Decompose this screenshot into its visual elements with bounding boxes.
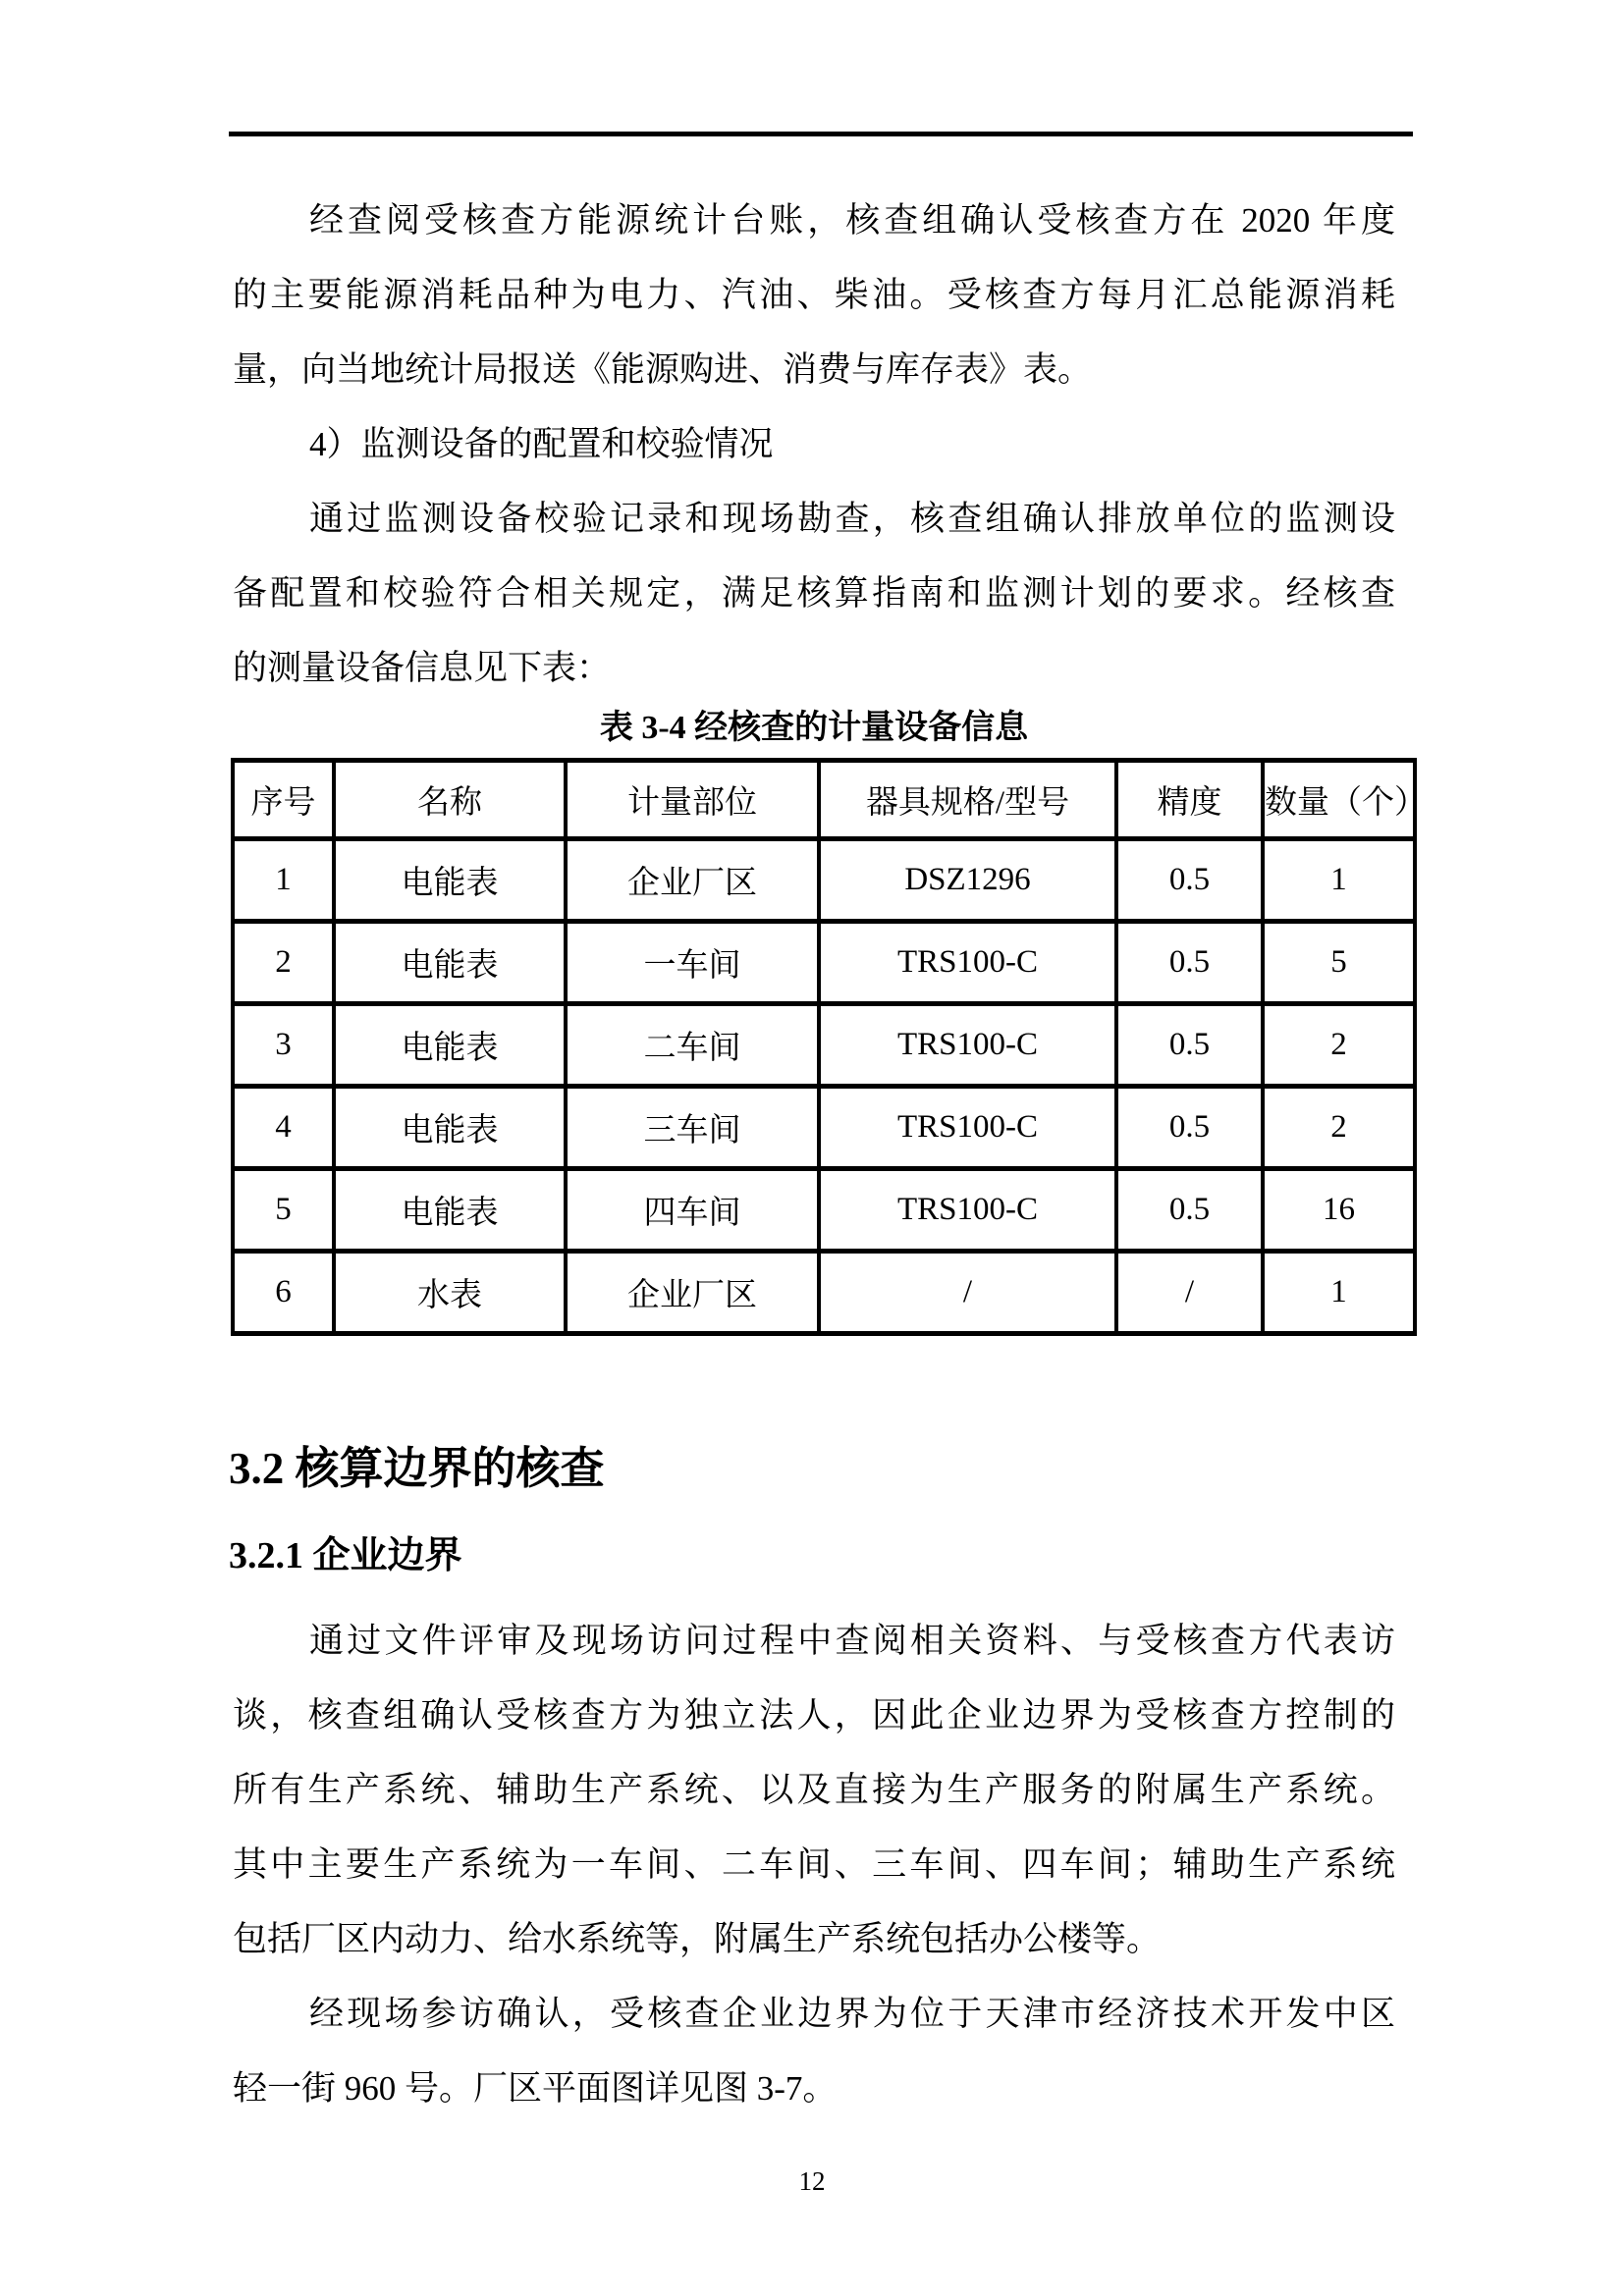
- table-row: [233, 922, 1415, 1004]
- table-cell: 1: [233, 839, 334, 922]
- table-cell: 1: [1263, 839, 1415, 922]
- table-cell: TRS100-C: [819, 1169, 1116, 1252]
- paragraph-line: 所有生产系统、辅助生产系统、以及直接为生产服务的附属生产系统。: [233, 1771, 1395, 1809]
- table-header-cell: 序号: [233, 761, 334, 839]
- table-cell: 电能表: [334, 1169, 566, 1252]
- paragraph-line: 量，向当地统计局报送《能源购进、消费与库存表》表。: [233, 350, 1093, 389]
- table-cell: 0.5: [1116, 922, 1263, 1004]
- table-cell: /: [1116, 1252, 1263, 1334]
- upper-text-block: [233, 184, 1395, 706]
- table-cell: 0.5: [1116, 1004, 1263, 1087]
- table-cell: 2: [1263, 1087, 1415, 1169]
- table-cell: 电能表: [334, 1087, 566, 1169]
- table-cell: 二车间: [566, 1004, 819, 1087]
- table-cell: 6: [233, 1252, 334, 1334]
- table-cell: 企业厂区: [566, 839, 819, 922]
- table-cell: 水表: [334, 1252, 566, 1334]
- table-header-cell: 名称: [334, 761, 566, 839]
- table-cell: 0.5: [1116, 1169, 1263, 1252]
- table-row: [233, 1252, 1415, 1334]
- table-cell: 2: [233, 922, 334, 1004]
- paragraph-line: 的测量设备信息见下表：: [233, 649, 612, 687]
- table-cell: 16: [1263, 1169, 1415, 1252]
- table-cell: 1: [1263, 1252, 1415, 1334]
- table-caption: 表 3-4 经核查的计量设备信息: [599, 710, 1029, 746]
- paragraph-line: 通过监测设备校验记录和现场勘查，核查组确认排放单位的监测设: [309, 500, 1395, 538]
- table-cell: 0.5: [1116, 1087, 1263, 1169]
- table-header-cell: 数量（个）: [1263, 761, 1415, 839]
- table-cell: 企业厂区: [566, 1252, 819, 1334]
- table-cell: 0.5: [1116, 839, 1263, 922]
- table-cell: 一车间: [566, 922, 819, 1004]
- table-cell: 三车间: [566, 1087, 819, 1169]
- paragraph-line: 经现场参访确认，受核查企业边界为位于天津市经济技术开发中区: [309, 1995, 1395, 2033]
- table-cell: 4: [233, 1087, 334, 1169]
- paragraph-line: 的主要能源消耗品种为电力、汽油、柴油。受核查方每月汇总能源消耗: [233, 276, 1395, 314]
- table-cell: 2: [1263, 1004, 1415, 1087]
- table-row: [233, 1169, 1415, 1252]
- table-row: [233, 1004, 1415, 1087]
- table-cell: DSZ1296: [819, 839, 1116, 922]
- table-header-row: [233, 761, 1415, 839]
- table-cell: 3: [233, 1004, 334, 1087]
- page-number: 12: [798, 2166, 826, 2196]
- paragraph-line: 其中主要生产系统为一车间、二车间、三车间、四车间；辅助生产系统: [233, 1845, 1395, 1884]
- table-row: [233, 1087, 1415, 1169]
- page-header-rule: [229, 132, 1413, 136]
- numbered-item-4: 4）监测设备的配置和校验情况: [309, 425, 774, 463]
- table-cell: 四车间: [566, 1169, 819, 1252]
- table-header-cell: 计量部位: [566, 761, 819, 839]
- table-cell: TRS100-C: [819, 1087, 1116, 1169]
- section-heading-3-2: 3.2 核算边界的核查: [229, 1444, 605, 1493]
- lower-text-block: [233, 1604, 1395, 2126]
- subsection-heading-3-2-1: 3.2.1 企业边界: [229, 1535, 462, 1576]
- measurement-devices-table: [231, 758, 1427, 1336]
- table-cell: TRS100-C: [819, 922, 1116, 1004]
- table-cell: 5: [233, 1169, 334, 1252]
- table-cell: 5: [1263, 922, 1415, 1004]
- table-row: [233, 839, 1415, 922]
- table-header-cell: 精度: [1116, 761, 1263, 839]
- table-cell: TRS100-C: [819, 1004, 1116, 1087]
- table-cell: 电能表: [334, 922, 566, 1004]
- paragraph-line: 轻一街 960 号。厂区平面图详见图 3-7。: [233, 2069, 838, 2108]
- table-cell: 电能表: [334, 839, 566, 922]
- paragraph-line: 包括厂区内动力、给水系统等，附属生产系统包括办公楼等。: [233, 1920, 1162, 1958]
- table-header-cell: 器具规格/型号: [819, 761, 1116, 839]
- table-cell: /: [819, 1252, 1116, 1334]
- table-cell: 电能表: [334, 1004, 566, 1087]
- paragraph-line: 备配置和校验符合相关规定，满足核算指南和监测计划的要求。经核查: [233, 574, 1395, 613]
- paragraph-line: 谈，核查组确认受核查方为独立法人，因此企业边界为受核查方控制的: [233, 1696, 1395, 1735]
- paragraph-line: 通过文件评审及现场访问过程中查阅相关资料、与受核查方代表访: [309, 1622, 1395, 1660]
- paragraph-line: 经查阅受核查方能源统计台账，核查组确认受核查方在 2020 年度: [309, 201, 1395, 240]
